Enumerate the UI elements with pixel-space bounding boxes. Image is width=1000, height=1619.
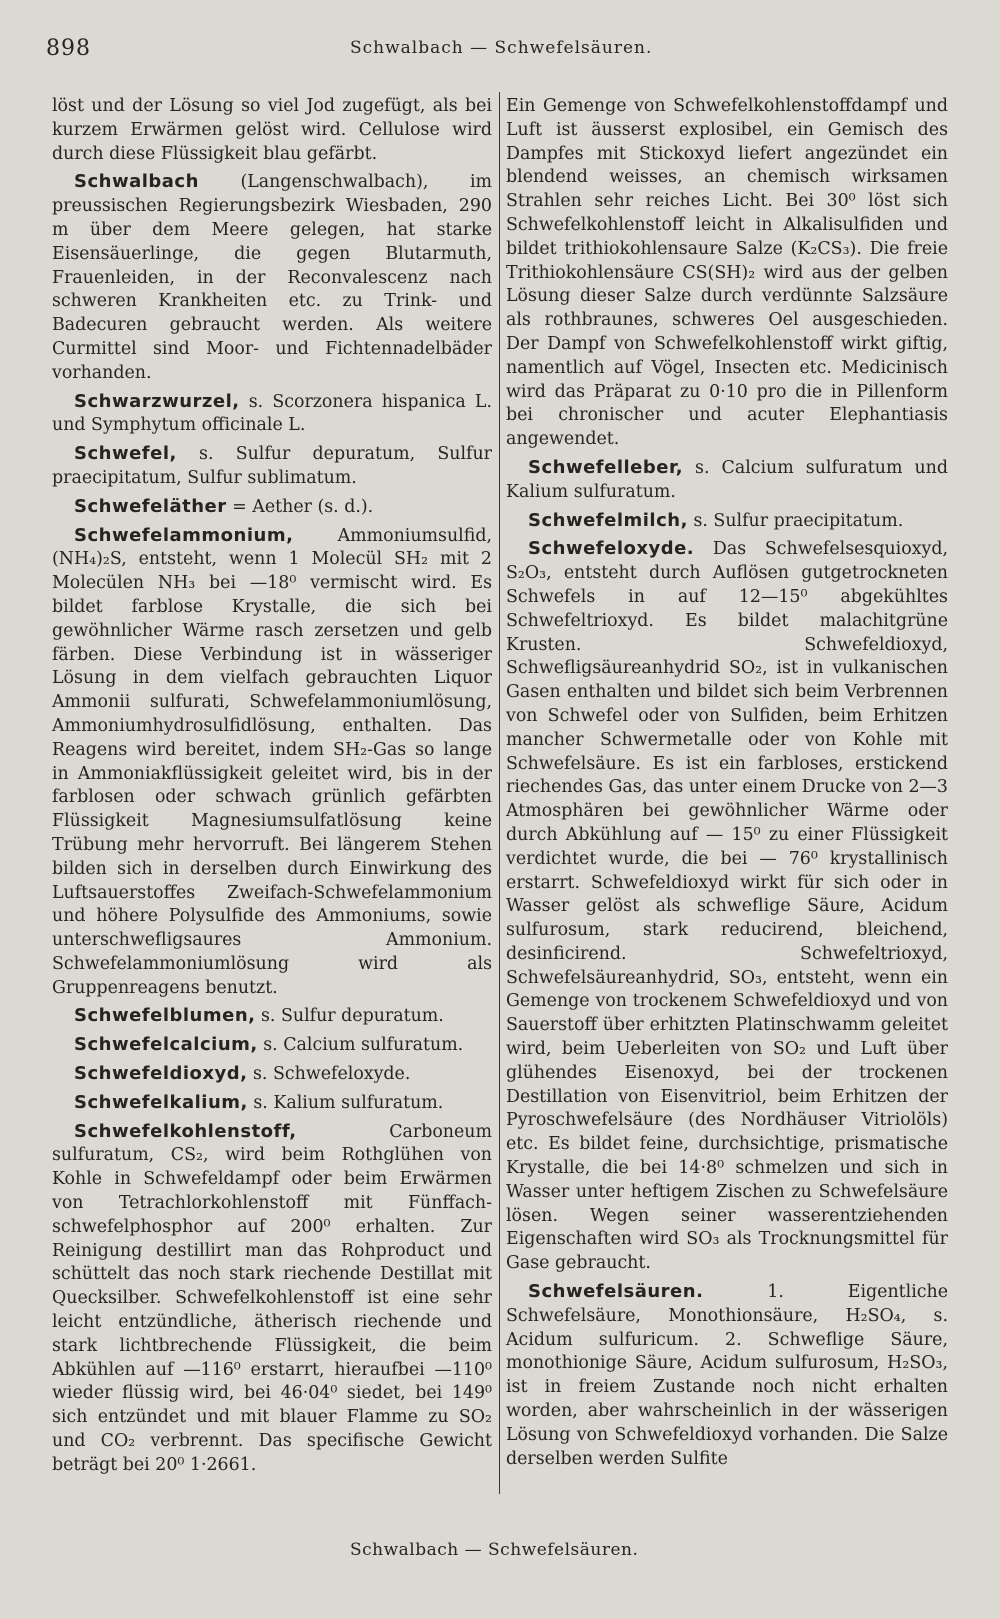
entry-text: s. Scorzonera hispanica L. und Symphytum officinale L. — [52, 391, 492, 436]
entry-text: s. Sulfur depuratum. — [255, 1006, 444, 1027]
entry-text: Das Schwefelsesquioxyd, S₂O₃, entsteht durch Auflösen gutgetrockneten Schwefels in auf 12—15⁰ abgekühltes Schwefeltrioxyd. Es bildet malachitgrüne Krusten. Schwefeldioxyd, Schwefligsäureanhydrid SO₂, ist in vulkanischen Gasen enthalten und bildet sich beim Verbrennen von Schwefel oder von Sulfiden, beim Erhitzen mancher Schwermetalle oder von Kohle mit Schwefelsäure. Es ist ein farbloses, erstickend riechendes Gas, das unter einem Drucke von 2—3 Atmosphären bei gewöhnlicher Wärme oder durch Abkühlung auf — 15⁰ zu einer Flüssigkeit verdichtet wurde, die bei — 76⁰ krystallinisch erstarrt. Schwefeldioxyd wirkt für sich oder in Wasser gelöst als schweflige Säure, Acidum sulfurosum, stark reducirend, bleichend, desinficirend. Schwefeltrioxyd, Schwefelsäureanhydrid, SO₃, entsteht, wenn ein Gemenge von trockenem Schwefeldioxyd und von Sauerstoff über erhitzten Platinschwamm geleitet wird, beim Ueberleiten von SO₂ und Luft über glühendes Eisenoxyd, bei der trockenen Destillation von Eisenvitriol, beim Erhitzen der Pyroschwefelsäure (des Nordhäuser Vitriolöls) etc. Es bildet feine, durchsichtige, prismatische Krystalle, die bei 14·8⁰ schmelzen und sich in Wasser unter heftigem Zischen zu Schwefelsäure lösen. Wegen seiner wasserentziehenden Eigenschaften wird SO₃ als Trocknungsmittel für Gase gebraucht. — [506, 539, 948, 1274]
entry-text: Carboneum sulfuratum, CS₂, wird beim Rothglühen von Kohle in Schwefeldampf oder beim Erwärmen von Tetrachlorkohlenstoff mit Fünffach-schwefelphosphor auf 200⁰ erhalten. Zur Reinigung destillirt man das Rohproduct und schüttelt das noch stark riechende Destillat mit Quecksilber. Schwefelkohlenstoff ist eine sehr leicht entzündliche, ätherisch riechende und stark lichtbrechende Flüssigkeit, die beim Abkühlen auf —116⁰ erstarrt, hieraufbei —110⁰ wieder flüssig wird, bei 46·04⁰ siedet, bei 149⁰ sich entzündet und mit blauer Flamme zu SO₂ und CO₂ verbrennt. Das specifische Gewicht beträgt bei 20⁰ 1·2661. — [52, 1121, 492, 1475]
entry-text: Ammoniumsulfid, (NH₄)₂S, entsteht, wenn 1 Molecül SH₂ mit 2 Molecülen NH₃ bei —18⁰ vermischt wird. Es bildet farblose Krystalle, die sich bei gewöhnlicher Wärme rasch zersetzen und gelb färben. Diese Verbindung ist in wässeriger Lösung in dem vielfach gebrauchten Liquor Ammonii sulfurati, Schwefelammoniumlösung, Ammoniumhydrosulfidlösung, enthalten. Das Reagens wird bereitet, indem SH₂-Gas so lange in Ammoniakflüssigkeit geleitet wird, bis in der farblosen oder schwach grünlich gefärbten Flüssigkeit Magnesiumsulfatlösung keine Trübung mehr hervorruft. Bei längerem Stehen bilden sich in derselben durch Einwirkung des Luftsauerstoffes Zweifach-Schwefelammonium und höhere Polysulfide des Ammoniums, sowie unterschwefligsaures Ammonium. Schwefelammoniumlösung wird als Gruppenreagens benutzt. — [52, 525, 492, 998]
dictionary-entry — [52, 1120, 492, 1478]
dictionary-entry — [52, 1062, 492, 1087]
entry-text: Ein Gemenge von Schwefelkohlenstoffdampf und Luft ist äusserst explosibel, ein Gemisch des Dampfes mit Stickoxyd liefert angezündet ein blendend weisses, an chemisch wirksamen Strahlen sehr reiches Licht. Bei 30⁰ löst sich Schwefelkohlenstoff leicht in Alkalisulfiden und bildet trithiokohlensaure Salze (K₂CS₃). Die freie Trithiokohlensäure CS(SH)₂ wird aus der gelben Lösung dieser Salze durch verdünnte Salzsäure als rothbraunes, schweres Oel ausgeschieden. Der Dampf von Schwefelkohlenstoff wirkt giftig, namentlich auf Vögel, Insecten etc. Medicinisch wird das Präparat zu 0·10 pro die in Pillenform bei chronischer und acuter Elephantiasis angewendet. — [506, 96, 948, 450]
entry-headword: Schwefelcalcium, — [74, 1034, 258, 1056]
dictionary-entry — [506, 456, 948, 505]
dictionary-entry — [52, 1033, 492, 1058]
entry-text: s. Sulfur praecipitatum. — [687, 510, 904, 531]
entry-headword: Schwefelleber, — [528, 456, 684, 478]
right-column — [506, 95, 948, 1475]
entry-headword: Schwalbach — [74, 171, 199, 193]
entry-headword: Schwefeläther — [74, 495, 227, 517]
dictionary-entry — [52, 170, 492, 385]
entry-headword: Schwefelsäuren. — [528, 1281, 704, 1303]
running-head: Schwalbach — Schwefelsäuren. — [350, 38, 653, 58]
dictionary-entry — [506, 509, 948, 534]
dictionary-entry — [52, 1004, 492, 1029]
entry-text: s. Calcium sulfuratum. — [257, 1035, 464, 1056]
entry-headword: Schwefelkohlenstoff, — [74, 1120, 297, 1142]
entry-text: löst und der Lösung so viel Jod zugefügt, als bei kurzem Erwärmen gelöst wird. Cellulose wird durch diese Flüssigkeit blau gefärbt. — [52, 96, 492, 164]
entry-headword: Schwarzwurzel, — [74, 390, 240, 412]
continued-text — [52, 95, 492, 166]
page-number: 898 — [46, 36, 91, 61]
dictionary-entry — [52, 524, 492, 1001]
continued-text — [506, 95, 948, 452]
dictionary-entry — [52, 442, 492, 491]
entry-text: s. Calcium sulfuratum und Kalium sulfuratum. — [506, 457, 948, 502]
dictionary-entry — [52, 495, 492, 520]
entry-text: s. Sulfur depuratum, Sulfur praecipitatum, Sulfur sublimatum. — [52, 444, 492, 488]
left-column — [52, 95, 492, 1482]
dictionary-entry — [52, 390, 492, 439]
entry-headword: Schwefeldioxyd, — [74, 1063, 248, 1085]
entry-headword: Schwefelammonium, — [74, 524, 294, 546]
entry-headword: Schwefeloxyde. — [528, 538, 695, 560]
page-footer: Schwalbach — Schwefelsäuren. — [350, 1540, 639, 1560]
entry-headword: Schwefel, — [74, 443, 177, 465]
entry-text: 1. Eigentliche Schwefelsäure, Monothionsäure, H₂SO₄, s. Acidum sulfuricum. 2. Schweflige Säure, monothionige Säure, Acidum sulfurosum, H₂SO₃, ist in freiem Zustande noch nicht erhalten worden, aber wahrscheinlich in der wässerigen Lösung von Schwefeldioxyd vorhanden. Die Salze derselben werden Sulfite — [506, 1282, 948, 1469]
entry-headword: Schwefelkalium, — [74, 1091, 248, 1113]
dictionary-entry — [506, 537, 948, 1276]
entry-text: s. Schwefeloxyde. — [247, 1064, 411, 1085]
entry-text: (Langenschwalbach), im preussischen Regierungsbezirk Wiesbaden, 290 m über dem Meere gelegen, hat starke Eisensäuerlinge, die gegen Blutarmuth, Frauenleiden, in der Reconvalescenz nach schweren Krankheiten etc. zu Trink- und Badecuren gebraucht werden. Als weitere Curmittel sind Moor- und Fichtennadelbäder vorhanden. — [52, 172, 492, 383]
dictionary-entry — [506, 1280, 948, 1471]
entry-text: = Aether (s. d.). — [226, 496, 374, 517]
column-divider — [499, 92, 500, 1494]
entry-headword: Schwefelmilch, — [528, 509, 688, 531]
entry-headword: Schwefelblumen, — [74, 1005, 256, 1027]
dictionary-entry — [52, 1091, 492, 1116]
entry-text: s. Kalium sulfuratum. — [247, 1092, 444, 1113]
